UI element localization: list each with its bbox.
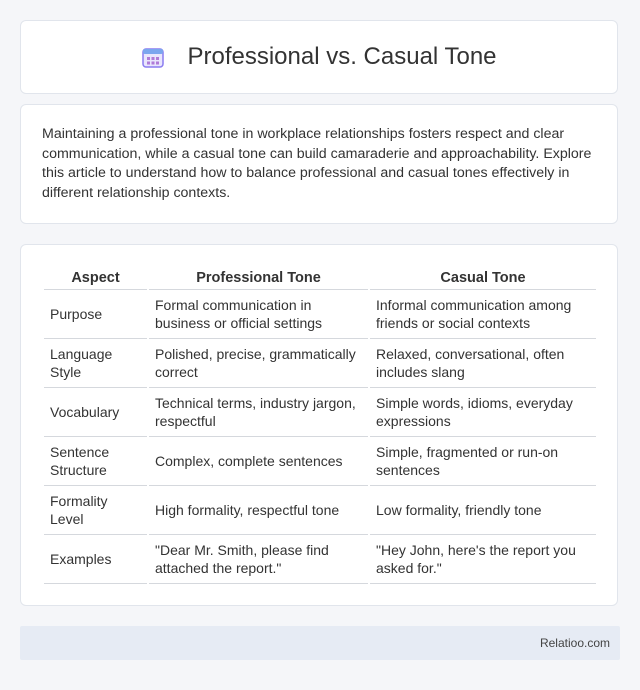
header-casual: Casual Tone bbox=[370, 266, 596, 290]
table-row bbox=[44, 339, 596, 388]
professional-cell: Formal communication in business or official settings bbox=[149, 290, 368, 339]
page-title: Professional vs. Casual Tone bbox=[187, 43, 497, 70]
aspect-cell: Purpose bbox=[44, 290, 147, 339]
aspect-cell: Sentence Structure bbox=[44, 437, 147, 486]
calendar-icon bbox=[141, 45, 165, 69]
aspect-cell: Vocabulary bbox=[44, 388, 147, 437]
table-row bbox=[44, 388, 596, 437]
casual-cell: Simple words, idioms, everyday expressions bbox=[370, 388, 596, 437]
professional-cell: Polished, precise, grammatically correct bbox=[149, 339, 368, 388]
professional-cell: Complex, complete sentences bbox=[149, 437, 368, 486]
footer bbox=[20, 626, 620, 660]
intro-paragraph: Maintaining a professional tone in workplace relationships fosters respect and clear communication, while a casual tone can build camaraderie and approachability. Explore this article to understand how to balance professional and casual tones effectively in different relationship contexts. bbox=[42, 126, 592, 201]
header-aspect: Aspect bbox=[44, 266, 147, 290]
casual-cell: "Hey John, here's the report you asked for." bbox=[370, 535, 596, 584]
comparison-table bbox=[42, 266, 598, 584]
aspect-cell: Examples bbox=[44, 535, 147, 584]
casual-cell: Simple, fragmented or run-on sentences bbox=[370, 437, 596, 486]
casual-cell: Low formality, friendly tone bbox=[370, 486, 596, 535]
title-card bbox=[20, 20, 618, 94]
professional-cell: Technical terms, industry jargon, respectful bbox=[149, 388, 368, 437]
footer-brand-link[interactable]: Relatioo.com bbox=[539, 636, 610, 650]
table-card bbox=[20, 244, 618, 606]
table-row bbox=[44, 535, 596, 584]
casual-cell: Informal communication among friends or social contexts bbox=[370, 290, 596, 339]
intro-card bbox=[20, 104, 618, 224]
table-row bbox=[44, 437, 596, 486]
table-header-row bbox=[44, 266, 596, 290]
professional-cell: "Dear Mr. Smith, please find attached the report." bbox=[149, 535, 368, 584]
table-row bbox=[44, 290, 596, 339]
professional-cell: High formality, respectful tone bbox=[149, 486, 368, 535]
aspect-cell: Formality Level bbox=[44, 486, 147, 535]
table-row bbox=[44, 486, 596, 535]
header-professional: Professional Tone bbox=[149, 266, 368, 290]
aspect-cell: Language Style bbox=[44, 339, 147, 388]
casual-cell: Relaxed, conversational, often includes slang bbox=[370, 339, 596, 388]
